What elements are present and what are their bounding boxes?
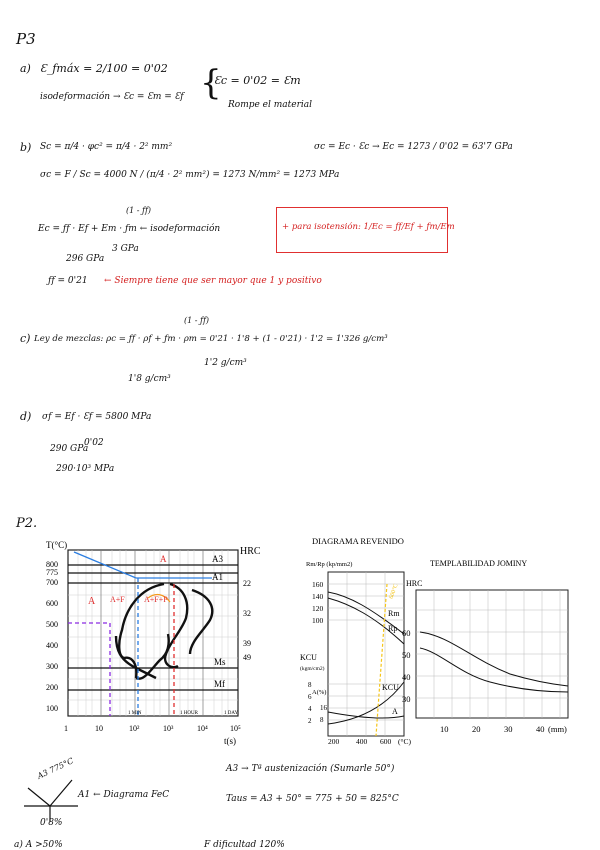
ttt-ytick: 200 bbox=[46, 683, 58, 692]
ttt-xlabel: t(s) bbox=[224, 736, 236, 746]
revenido-xunit: (°C) bbox=[398, 737, 411, 746]
curve-a: A bbox=[392, 707, 398, 716]
part-c-note1: 1'8 g/cm³ bbox=[128, 374, 171, 384]
jominy-ytick: 30 bbox=[402, 694, 411, 704]
region-afp: A+F+P bbox=[144, 595, 168, 604]
part-b-red-note: ← Siempre tiene que ser mayor que 1 y positivo bbox=[104, 276, 322, 286]
part-b-note-em: 3 GPa bbox=[112, 244, 139, 254]
brace: { bbox=[200, 63, 222, 103]
part-b-line3: Ec = ƒf · Ef + Em · ƒm ← isodeformación bbox=[38, 224, 221, 234]
bottom-left-a1: A1 ← Diagrama FeC bbox=[78, 790, 170, 800]
revenido-ytick-bottom: 8 bbox=[308, 681, 312, 689]
part-a-right2: Rompe el material bbox=[228, 100, 313, 110]
jominy-ytick: 60 bbox=[402, 628, 411, 638]
jominy-title: TEMPLABILIDAD JOMINY bbox=[430, 559, 528, 568]
part-b-label: b) bbox=[20, 141, 32, 154]
ttt-ytick: 100 bbox=[46, 704, 58, 713]
revenido-ytick: 120 bbox=[312, 604, 324, 613]
part-b-line2: σc = F / Sc = 4000 N / (π/4 · 2² mm²) = 1273 N/mm² = 1273 MPa bbox=[40, 170, 340, 180]
part-b-right: σc = Ec · Ɛc → Ec = 1273 / 0'02 = 63'7 GPa bbox=[314, 142, 513, 152]
time-hour: 1 HOUR bbox=[180, 711, 198, 716]
part-d-note3: 0'02 bbox=[84, 438, 104, 448]
jominy-xunit: (mm) bbox=[548, 724, 567, 734]
jominy-xtick: 20 bbox=[472, 724, 481, 734]
label-a1: A1 bbox=[212, 572, 223, 582]
p2-title: P2. bbox=[16, 516, 38, 531]
jominy-ytick: 50 bbox=[402, 650, 411, 660]
p3-title: P3 bbox=[16, 30, 36, 48]
revenido-a-tick: 16 bbox=[320, 704, 327, 712]
revenido-xtick: 200 bbox=[328, 737, 340, 746]
label-ms: Ms bbox=[214, 657, 226, 667]
curve-rp: Rp bbox=[388, 624, 398, 633]
revenido-kcu-label: KCU bbox=[300, 653, 317, 662]
ttt-xtick: 10⁴ bbox=[197, 724, 208, 733]
revenido-kcu-units: (kgm/cm2) bbox=[300, 666, 325, 672]
ttt-ytick: 500 bbox=[46, 620, 58, 629]
ttt-xtick: 10⁵ bbox=[230, 724, 241, 733]
ttt-ytick: 775 bbox=[46, 568, 58, 577]
jominy-xtick: 30 bbox=[504, 724, 513, 734]
jominy-ytick: 40 bbox=[402, 672, 411, 682]
label-mf: Mf bbox=[214, 679, 225, 689]
time-min: 1 MIN bbox=[128, 711, 142, 716]
revenido-ytick: 140 bbox=[312, 592, 324, 601]
part-d-note1: 290 GPa bbox=[50, 444, 89, 454]
part-d-note2: 290·10³ MPa bbox=[56, 464, 115, 474]
ttt-ylabel: T(°C) bbox=[46, 540, 68, 550]
isotension-formula: + para isotensión: 1/Ec = ƒf/Ef + ƒm/Em bbox=[282, 222, 455, 232]
part-c-line: Ley de mezclas: ρc = ƒf · ρf + ƒm · ρm = 0'21 · 1'8 + (1 - 0'21) · 1'2 = 1'326 g/cm³ bbox=[34, 334, 388, 344]
part-c-label: c) bbox=[20, 332, 31, 345]
region-a-top: A bbox=[160, 554, 167, 564]
part-a-line1: Ɛ_fmáx = 2/100 = 0'02 bbox=[40, 62, 168, 75]
region-a-left: A bbox=[88, 596, 96, 607]
ttt-ytick: 800 bbox=[46, 560, 58, 569]
ttt-xtick: 10³ bbox=[163, 724, 174, 733]
revenido-ytick-bottom: 2 bbox=[308, 717, 312, 725]
revenido-a-tick: 8 bbox=[320, 716, 324, 724]
revenido-xtick: 600 bbox=[380, 737, 392, 746]
label-a3: A3 bbox=[212, 554, 223, 564]
ttt-xtick: 10² bbox=[129, 724, 140, 733]
bottom-right2: Taus = A3 + 50° = 775 + 50 = 825°C bbox=[226, 794, 399, 804]
revenido-title: DIAGRAMA REVENIDO bbox=[312, 536, 404, 546]
part-a-line2: isodeformación → Ɛc = Ɛm = Ɛf bbox=[40, 92, 184, 102]
revenido-ytick-bottom: 6 bbox=[308, 693, 312, 701]
bottom-left-a3: A3 775°C bbox=[35, 756, 75, 781]
jominy-xtick: 10 bbox=[440, 724, 449, 734]
bottom-left-pct: 0'8% bbox=[40, 818, 63, 828]
part-c-exponent: (1 - ƒf) bbox=[184, 316, 210, 325]
part-a-right1: Ɛc = 0'02 = Ɛm bbox=[214, 74, 301, 87]
cut-line-right: F dificultad 120% bbox=[204, 840, 285, 850]
ttt-xtick: 1 bbox=[64, 724, 68, 733]
cut-line-left: a) A >50% bbox=[14, 840, 63, 850]
ttt-hrc-tick: 22 bbox=[243, 579, 251, 588]
revenido-ytick: 100 bbox=[312, 616, 324, 625]
part-d-label: d) bbox=[20, 410, 32, 423]
revenido-ytick-bottom: 4 bbox=[308, 705, 312, 713]
part-a-label: a) bbox=[20, 62, 31, 75]
ttt-hrc: HRC bbox=[240, 546, 261, 557]
part-b-exponent: (1 - ƒf) bbox=[126, 206, 152, 215]
curve-rm: Rm bbox=[388, 609, 400, 618]
ttt-hrc-tick: 49 bbox=[243, 653, 251, 662]
ttt-ytick: 600 bbox=[46, 599, 58, 608]
revenido-ytick: 160 bbox=[312, 580, 324, 589]
region-af: A+F bbox=[110, 595, 125, 604]
ttt-diagram bbox=[40, 538, 272, 748]
bottom-right1: A3 → Tª austenización (Sumarle 50°) bbox=[226, 764, 395, 774]
revenido-ylabel-top: Rm/Rp (kp/mm2) bbox=[306, 561, 353, 568]
part-b-line1: Sc = π/4 · φc² = π/4 · 2² mm² bbox=[40, 142, 173, 152]
part-b-line4: ƒf = 0'21 bbox=[48, 276, 88, 286]
revenido-jominy-diagram bbox=[290, 534, 572, 746]
ttt-ytick: 700 bbox=[46, 578, 58, 587]
ttt-hrc-tick: 39 bbox=[243, 639, 251, 648]
part-c-note2: 1'2 g/cm³ bbox=[204, 358, 247, 368]
part-b-note-ef: 296 GPa bbox=[66, 254, 105, 264]
jominy-ylabel: HRC bbox=[406, 579, 423, 588]
revenido-marker: 600°C bbox=[388, 583, 400, 600]
ttt-hrc-tick: 32 bbox=[243, 609, 251, 618]
curve-kcu: KCU bbox=[382, 683, 399, 692]
time-day: 1 DAY bbox=[224, 711, 239, 716]
part-d-line: σf = Ef · Ɛf = 5800 MPa bbox=[42, 412, 152, 422]
revenido-xtick: 400 bbox=[356, 737, 368, 746]
revenido-a-pct: A(%) bbox=[312, 689, 327, 696]
ttt-ytick: 400 bbox=[46, 641, 58, 650]
jominy-xtick: 40 bbox=[536, 724, 545, 734]
ttt-xtick: 10 bbox=[95, 724, 103, 733]
ttt-ytick: 300 bbox=[46, 662, 58, 671]
